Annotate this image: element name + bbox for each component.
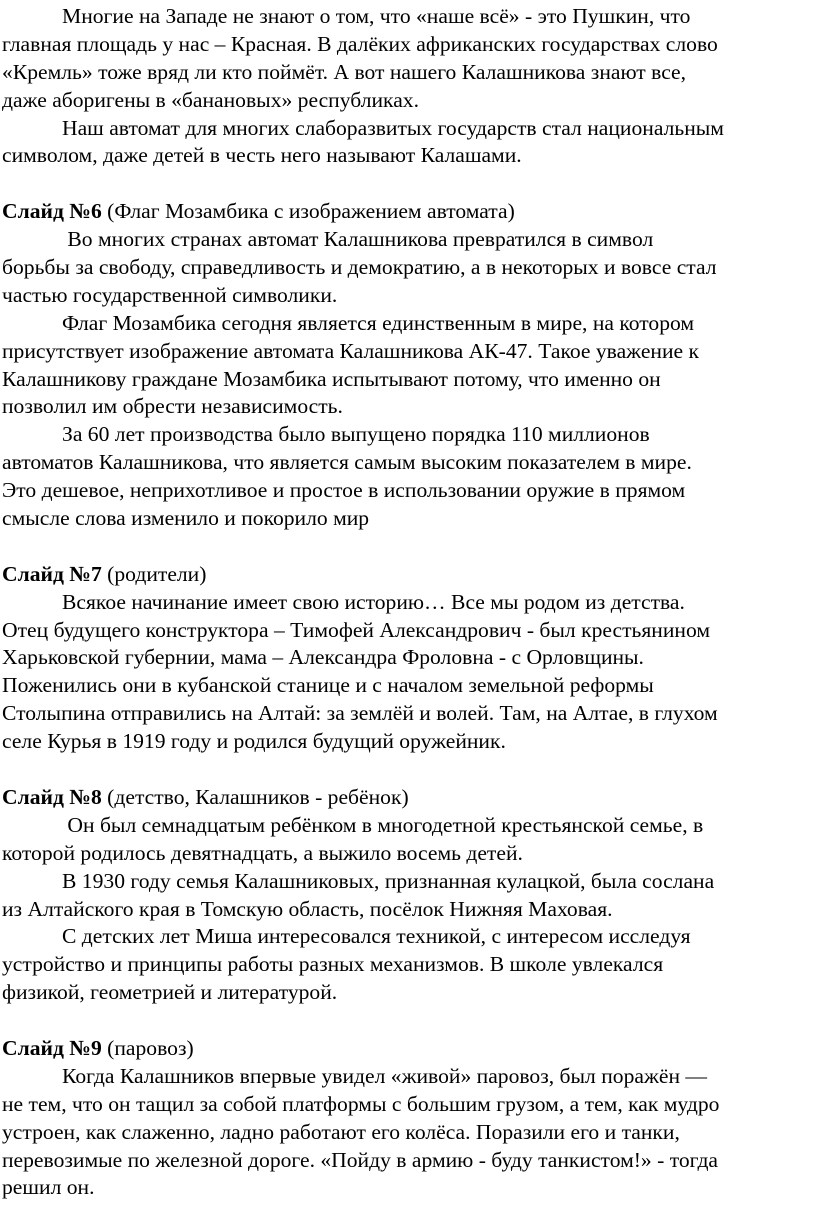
text-line: физикой, геометрией и литературой. [2,980,338,1005]
slide-heading [2,784,816,812]
text-line: автоматов Калашникова, что является самым высоким показателем в мире. [2,450,692,475]
paragraph [2,226,816,310]
text-line: Калашникову граждане Мозамбика испытывают потому, что именно он [2,366,661,391]
slide-heading [2,198,816,226]
slide-number: Слайд №8 [2,784,102,809]
text-line: Он был семнадцатым ребёнком в многодетной крестьянской семье, в [62,812,704,837]
text-line: Во многих странах автомат Калашникова превратился в символ [62,227,654,252]
text-line: Многие на Западе не знают о том, что «наше всё» - это Пушкин, что [62,4,691,28]
text-line: устройство и принципы работы разных механизмов. В школе увлекался [2,952,664,977]
text-line: Поженились они в кубанской станице и с началом земельной реформы [2,673,654,698]
text-line: С детских лет Миша интересовался техникой, с интересом исследуя [62,924,691,949]
text-line: Столыпина отправились на Алтай: за землёй и волей. Там, на Алтае, в глухом [2,701,718,726]
text-line: перевозимые по железной дороге. «Пойду в армию - буду танкистом!» - тогда [2,1147,719,1172]
slide-caption: (детство, Калашников - ребёнок) [101,784,409,809]
paragraph [2,589,816,756]
slide-caption: (Флаг Мозамбика с изображением автомата) [101,199,515,224]
text-line: из Алтайского края в Томскую область, посёлок Нижняя Маховая. [2,896,613,921]
slide-number: Слайд №7 [2,561,102,586]
slide-section-7 [2,561,816,756]
paragraph [2,812,816,868]
blank-line [2,756,816,784]
slide-section-9 [2,1035,816,1202]
text-line: Когда Калашников впервые увидел «живой» паровоз, был поражён — [62,1063,707,1088]
text-line: символом, даже детей в честь него называют Калашами. [2,143,522,168]
text-line: Всякое начинание имеет свою историю… Все мы родом из детства. [62,589,685,614]
paragraph [2,310,816,422]
text-line: Отец будущего конструктора – Тимофей Александрович - был крестьянином [2,617,711,642]
text-line: Это дешевое, неприхотливое и простое в использовании оружие в прямом [2,478,686,503]
slide-caption: (родители) [101,561,207,586]
slide-heading [2,1035,816,1063]
text-line: частью государственной символики. [2,282,338,307]
text-line: решил он. [2,1175,95,1200]
blank-line [2,533,816,561]
paragraph [2,923,816,1007]
slide-heading [2,561,816,589]
text-line: даже аборигены в «банановых» республиках. [2,87,419,112]
slide-section-8 [2,784,816,1007]
text-line: селе Курья в 1919 году и родился будущий оружейник. [2,729,506,754]
blank-line [2,170,816,198]
paragraph [2,421,816,533]
slide-number: Слайд №9 [2,1035,102,1060]
text-line: позволил им обрести независимость. [2,394,343,419]
text-line: главная площадь у нас – Красная. В далёких африканских государствах слово [2,31,718,56]
paragraph [2,3,816,115]
text-line: Наш автомат для многих слаборазвитых государств стал национальным [62,115,724,140]
text-line: которой родилось девятнадцать, а выжило восемь детей. [2,840,523,865]
text-line: «Кремль» тоже вряд ли кто поймёт. А вот нашего Калашникова знают все, [2,59,687,84]
slide-number: Слайд №6 [2,199,102,224]
paragraph [2,868,816,924]
text-line: не тем, что он тащил за собой платформы с большим грузом, а тем, как мудро [2,1091,720,1116]
text-line: В 1930 году семья Калашниковых, признанная кулацкой, была сослана [62,868,715,893]
text-line: Харьковской губернии, мама – Александра Фроловна - с Орловщины. [2,645,644,670]
text-line: Флаг Мозамбика сегодня является единственным в мире, на котором [62,310,695,335]
paragraph [2,115,816,171]
slide-section-6 [2,198,816,533]
slide-caption: (паровоз) [101,1035,194,1060]
text-line: борьбы за свободу, справедливость и демократию, а в некоторых и вовсе стал [2,255,717,280]
paragraph [2,1063,816,1202]
text-line: присутствует изображение автомата Калашникова АК-47. Такое уважение к [2,338,699,363]
text-line: За 60 лет производства было выпущено порядка 110 миллионов [62,422,650,447]
blank-line [2,1007,816,1035]
text-line: устроен, как слаженно, ладно работают его колёса. Поразили его и танки, [2,1119,680,1144]
text-line: смысле слова изменило и покорило мир [2,506,370,531]
